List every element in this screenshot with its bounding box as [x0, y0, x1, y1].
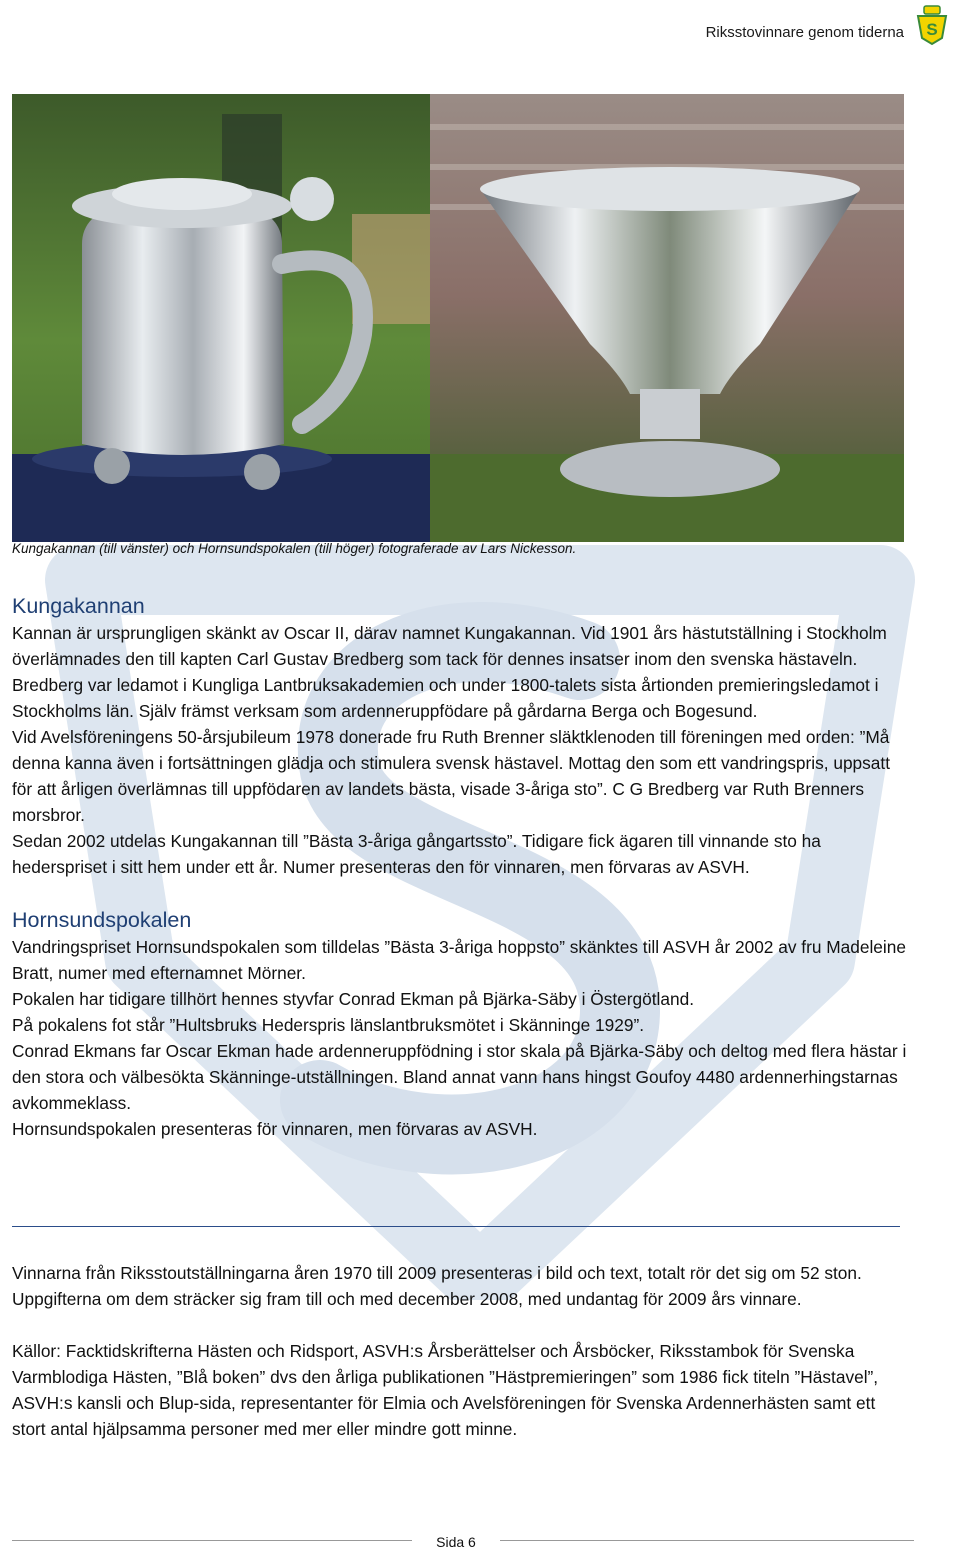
hornsund-paragraph: På pokalens fot står ”Hultsbruks Hederspris länslantbruksmötet i Skänninge 1929”. [12, 1015, 645, 1035]
hornsundspokalen-heading: Hornsundspokalen [12, 908, 192, 932]
hornsundspokalen-photo [430, 94, 904, 542]
hornsund-paragraph: Hornsundspokalen presenteras för vinnaren, men förvaras av ASVH. [12, 1119, 538, 1139]
hornsund-paragraph: Conrad Ekmans far Oscar Ekman hade ardenneruppfödning i stor skala på Bjärka-Säby och deltog med flera hästar i den stora och välbesökta Skänninge-utställningen. Bland annat vann hans hingst Goufoy 4480 ardennerhingstarnas avkommeklass. [12, 1041, 907, 1113]
footer-rule-left [12, 1540, 412, 1541]
main-content [12, 592, 912, 1142]
kungakannan-paragraph: Sedan 2002 utdelas Kungakannan till ”Bästa 3-åriga gångartssto”. Tidigare fick ägaren till vinnande sto ha hederspriset i sitt hem under ett år. Numer presenteras den för vinnaren, men förvaras av ASVH. [12, 831, 821, 877]
kungakannan-photo [12, 94, 430, 542]
kungakannan-paragraph: Vid Avelsföreningens 50-årsjubileum 1978 donerade fru Ruth Brenner släktklenoden till föreningen med orden: ”Må denna kanna även i fortsättningen glädja och stimulera svensk hästavel. Mottag den som ett vandringspris, uppsatt för att årligen överlämnas till uppfödaren av landets bästa, visade 3-åriga sto”. C G Bredberg var Ruth Brenners morsbror. [12, 727, 891, 825]
page-number: Sida 6 [436, 1534, 476, 1550]
kungakannan-paragraph: Kannan är ursprungligen skänkt av Oscar II, därav namnet Kungakannan. Vid 1901 års hästutställning i Stockholm överlämnades den till kapten Carl Gustav Bredberg som tack för dennes insatser inom den svenska hästaveln. Bredberg var ledamot i Kungliga Lantbruksakademien och under 1800-talets sista årtionden premieringsledamot i Stockholms län. Själv främst verksam som ardenneruppfödare på gårdarna Berga och Bogesund. [12, 623, 887, 721]
photo-caption: Kungakannan (till vänster) och Hornsundspokalen (till höger) fotograferade av Lars Nickesson. [12, 541, 577, 556]
sources-paragraph: Källor: Facktidskrifterna Hästen och Ridsport, ASVH:s Årsberättelser och Årsböcker, Riksstambok för Svenska Varmblodiga Hästen, ”Blå boken” dvs den årliga publikationen ”Hästpremieringen” som 1986 fick titeln ”Hästavel”, ASVH:s kansli och Blup-sida, representanter för Elmia och Avelsföreningen för Svenska Ardennerhästen samt ett stort antal hjälpsamma personer med mer eller mindre gott minne. [12, 1341, 879, 1439]
hornsund-paragraph: Pokalen har tidigare tillhört hennes styvfar Conrad Ekman på Bjärka-Säby i Östergötland. [12, 989, 695, 1009]
winners-paragraph: Vinnarna från Riksstoutställningarna åren 1970 till 2009 presenteras i bild och text, totalt rör det sig om 52 ston. Uppgifterna om dem sträcker sig fram till och med december 2008, med undantag för 2009 års vinnare. [12, 1263, 862, 1309]
association-logo [912, 4, 952, 46]
kungakannan-heading: Kungakannan [12, 594, 145, 618]
hornsund-paragraph: Vandringspriset Hornsundspokalen som tilldelas ”Bästa 3-åriga hoppsto” skänktes till ASVH år 2002 av fru Madeleine Bratt, numer med efternamnet Mörner. [12, 937, 906, 983]
logo-letter: S [926, 20, 938, 39]
section-divider [12, 1226, 900, 1227]
trophy-photos [12, 94, 904, 542]
footer-rule-right [500, 1540, 914, 1541]
header-title: Riksstovinnare genom tiderna [705, 24, 904, 41]
lower-content [12, 1260, 912, 1442]
